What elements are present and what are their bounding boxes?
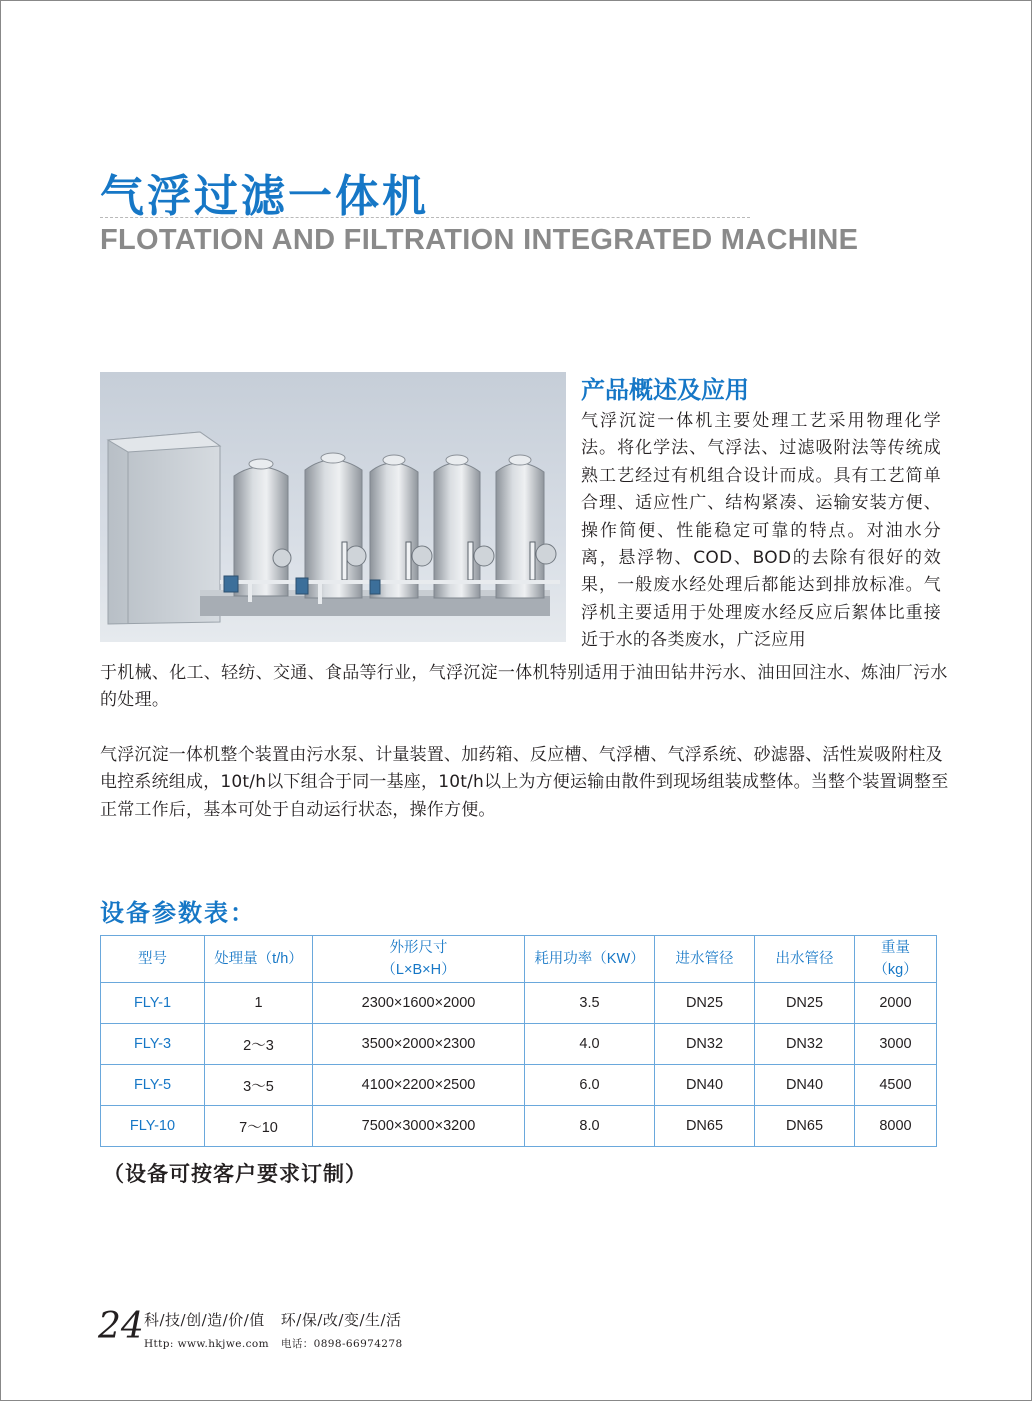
cell-power: 3.5 [525, 983, 655, 1024]
footer-slogan [144, 1309, 402, 1330]
cell-model: FLY-5 [101, 1065, 205, 1106]
cell-weight: 8000 [855, 1106, 937, 1147]
cell-capacity: 7～10 [205, 1106, 313, 1147]
slogan-left: 科/技/创/造/价/值 [144, 1311, 265, 1329]
params-table-heading: 设备参数表： [100, 899, 256, 927]
slogan-right: 环/保/改/变/生/活 [280, 1311, 402, 1329]
table-header-row [101, 936, 937, 983]
header-outlet: 出水管径 [755, 936, 855, 983]
cell-inlet: DN65 [655, 1106, 755, 1147]
page-title-en: FLOTATION AND FILTRATION INTEGRATED MACHINE [100, 224, 859, 256]
cell-dimensions: 7500×3000×3200 [313, 1106, 525, 1147]
header-power: 耗用功率（KW） [525, 936, 655, 983]
page-number: 24 [98, 1306, 144, 1347]
header-model: 型号 [101, 936, 205, 983]
customization-note: （设备可按客户要求订制） [103, 1162, 367, 1186]
cell-model: FLY-3 [101, 1024, 205, 1065]
table-row [101, 1024, 937, 1065]
cell-dimensions: 3500×2000×2300 [313, 1024, 525, 1065]
cell-outlet: DN32 [755, 1024, 855, 1065]
params-table [100, 935, 937, 1147]
header-weight [855, 936, 937, 983]
cell-model: FLY-1 [101, 983, 205, 1024]
footer-contact [144, 1336, 403, 1351]
phone-number: 电话：0898-66974278 [280, 1338, 403, 1350]
cell-capacity: 1 [205, 983, 313, 1024]
cell-model: FLY-10 [101, 1106, 205, 1147]
cell-inlet: DN40 [655, 1065, 755, 1106]
cell-dimensions: 4100×2200×2500 [313, 1065, 525, 1106]
overview-intro-continued: 于机械、化工、轻纺、交通、食品等行业，气浮沉淀一体机特别适用于油田钻井污水、油田回注水、炼油厂污水的处理。 [100, 663, 948, 711]
cell-outlet: DN40 [755, 1065, 855, 1106]
header-dimensions [313, 936, 525, 983]
table-row [101, 1065, 937, 1106]
title-divider [100, 217, 750, 218]
cell-power: 8.0 [525, 1106, 655, 1147]
header-weight-line2: （kg） [873, 962, 918, 978]
cell-inlet: DN32 [655, 1024, 755, 1065]
cell-capacity: 2～3 [205, 1024, 313, 1065]
cell-inlet: DN25 [655, 983, 755, 1024]
page-title-cn: 气浮过滤一体机 [100, 171, 429, 222]
cell-weight: 2000 [855, 983, 937, 1024]
cell-weight: 3000 [855, 1024, 937, 1065]
equipment-composition-text: 气浮沉淀一体机整个装置由污水泵、计量装置、加药箱、反应槽、气浮槽、气浮系统、砂滤器、活性炭吸附柱及电控系统组成，10t/h以下组合于同一基座，10t/h以上为方便运输由散件到现场组装成整体。当整个装置调整至正常工作后，基本可处于自动运行状态，操作方便。 [100, 745, 949, 820]
cell-weight: 4500 [855, 1065, 937, 1106]
cell-capacity: 3～5 [205, 1065, 313, 1106]
cell-outlet: DN25 [755, 983, 855, 1024]
cell-power: 4.0 [525, 1024, 655, 1065]
header-capacity: 处理量（t/h） [205, 936, 313, 983]
header-dimensions-line1: 外形尺寸 [389, 940, 448, 956]
cell-power: 6.0 [525, 1065, 655, 1106]
header-dimensions-line2: （L×B×H） [381, 962, 456, 978]
overview-heading: 产品概述及应用 [581, 376, 749, 404]
table-row [101, 983, 937, 1024]
header-inlet: 进水管径 [655, 936, 755, 983]
header-weight-line1: 重量 [881, 940, 910, 956]
table-row [101, 1106, 937, 1147]
cell-dimensions: 2300×1600×2000 [313, 983, 525, 1024]
cell-outlet: DN65 [755, 1106, 855, 1147]
website-link[interactable]: Http: www.hkjwe.com [144, 1338, 269, 1350]
product-photo [100, 372, 566, 642]
overview-intro-text: 气浮沉淀一体机主要处理工艺采用物理化学法。将化学法、气浮法、过滤吸附法等传统成熟工艺经过有机组合设计而成。具有工艺简单合理、适应性广、结构紧凑、运输安装方便、操作简便、性能稳定可靠的特点。对油水分离，悬浮物、COD、BOD的去除有很好的效果，一般废水经处理后都能达到排放标准。气浮机主要适用于处理废水经反应后絮体比重接近于水的各类废水，广泛应用 [581, 411, 941, 651]
